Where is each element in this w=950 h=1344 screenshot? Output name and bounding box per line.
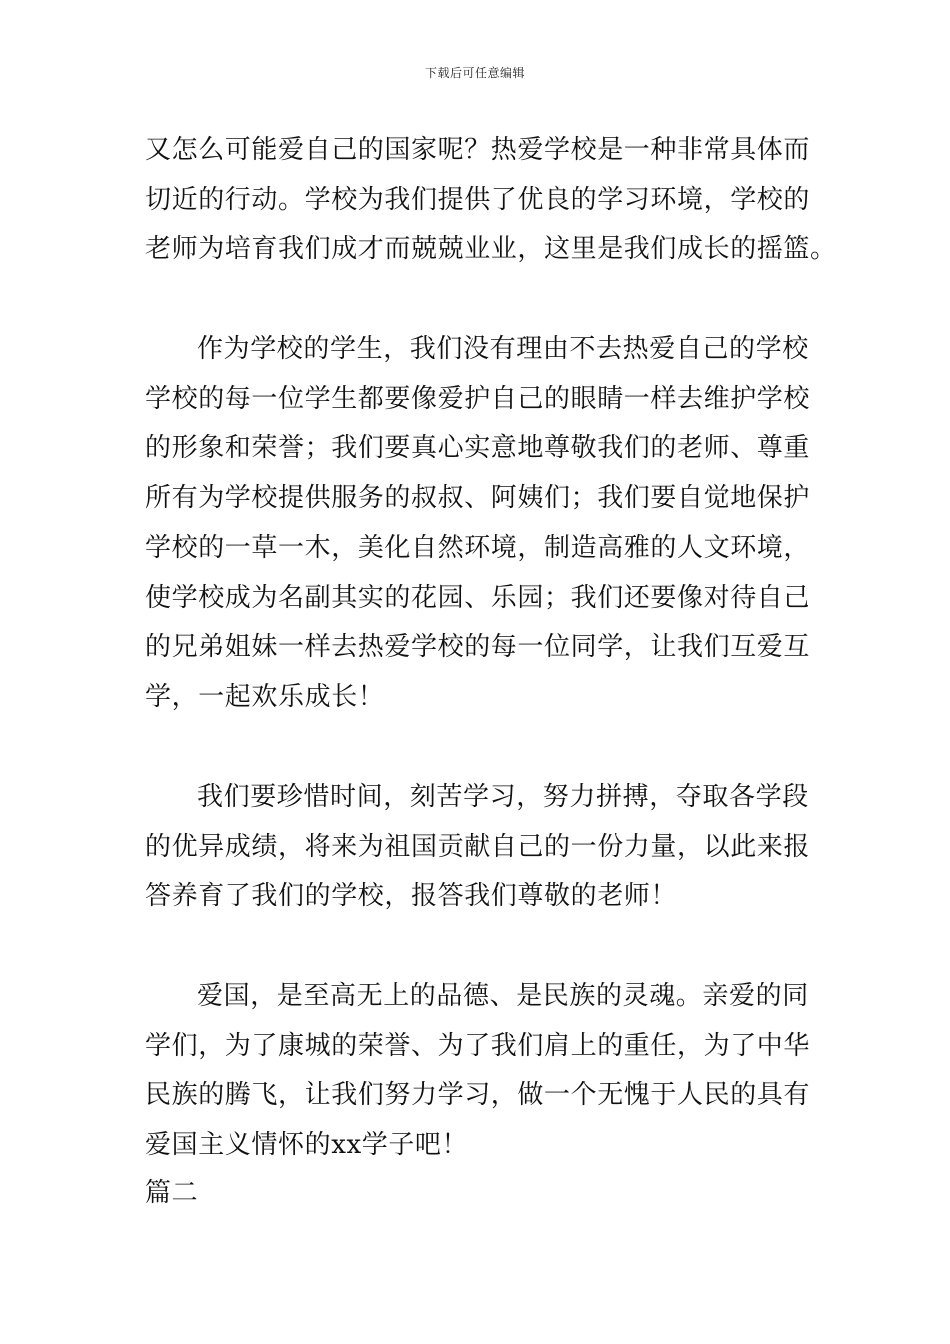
- text-line: 学，一起欢乐成长！: [145, 682, 385, 712]
- text-line: 所有为学校提供服务的叔叔、阿姨们；我们要自觉地保护: [145, 483, 811, 513]
- text-line: 爱国主义情怀的xx学子吧！: [145, 1130, 469, 1160]
- page-header-note: 下载后可任意编辑: [424, 66, 525, 80]
- text-line: 学校的一草一木，美化自然环境，制造高雅的人文环境，: [145, 533, 811, 563]
- text-line: 爱国，是至高无上的品德、是民族的灵魂。亲爱的同: [197, 981, 809, 1011]
- section-heading: 篇二: [145, 1178, 199, 1208]
- text-line: 答养育了我们的学校，报答我们尊敬的老师！: [145, 881, 678, 911]
- text-line: 又怎么可能爱自己的国家呢？热爱学校是一种非常具体而: [145, 135, 811, 165]
- text-line: 我们要珍惜时间，刻苦学习，努力拼搏，夺取各学段: [197, 782, 809, 812]
- text-line: 的形象和荣誉；我们要真心实意地尊敬我们的老师、尊重: [145, 433, 811, 463]
- text-line: 使学校成为名副其实的花园、乐园；我们还要像对待自己: [145, 583, 811, 613]
- text-line: 的优异成绩，将来为祖国贡献自己的一份力量，以此来报: [145, 832, 811, 862]
- text-line: 切近的行动。学校为我们提供了优良的学习环境，学校的: [145, 185, 811, 215]
- text-line: 学们，为了康城的荣誉、为了我们肩上的重任，为了中华: [145, 1031, 811, 1061]
- text-line: 作为学校的学生，我们没有理由不去热爱自己的学校: [197, 334, 809, 364]
- text-line: 的兄弟姐妹一样去热爱学校的每一位同学，让我们互爱互: [145, 632, 811, 662]
- text-line: 民族的腾飞，让我们努力学习，做一个无愧于人民的具有: [145, 1080, 811, 1110]
- text-line: 老师为培育我们成才而兢兢业业，这里是我们成长的摇篮。: [145, 234, 837, 264]
- text-line: 学校的每一位学生都要像爱护自己的眼睛一样去维护学校: [145, 384, 811, 414]
